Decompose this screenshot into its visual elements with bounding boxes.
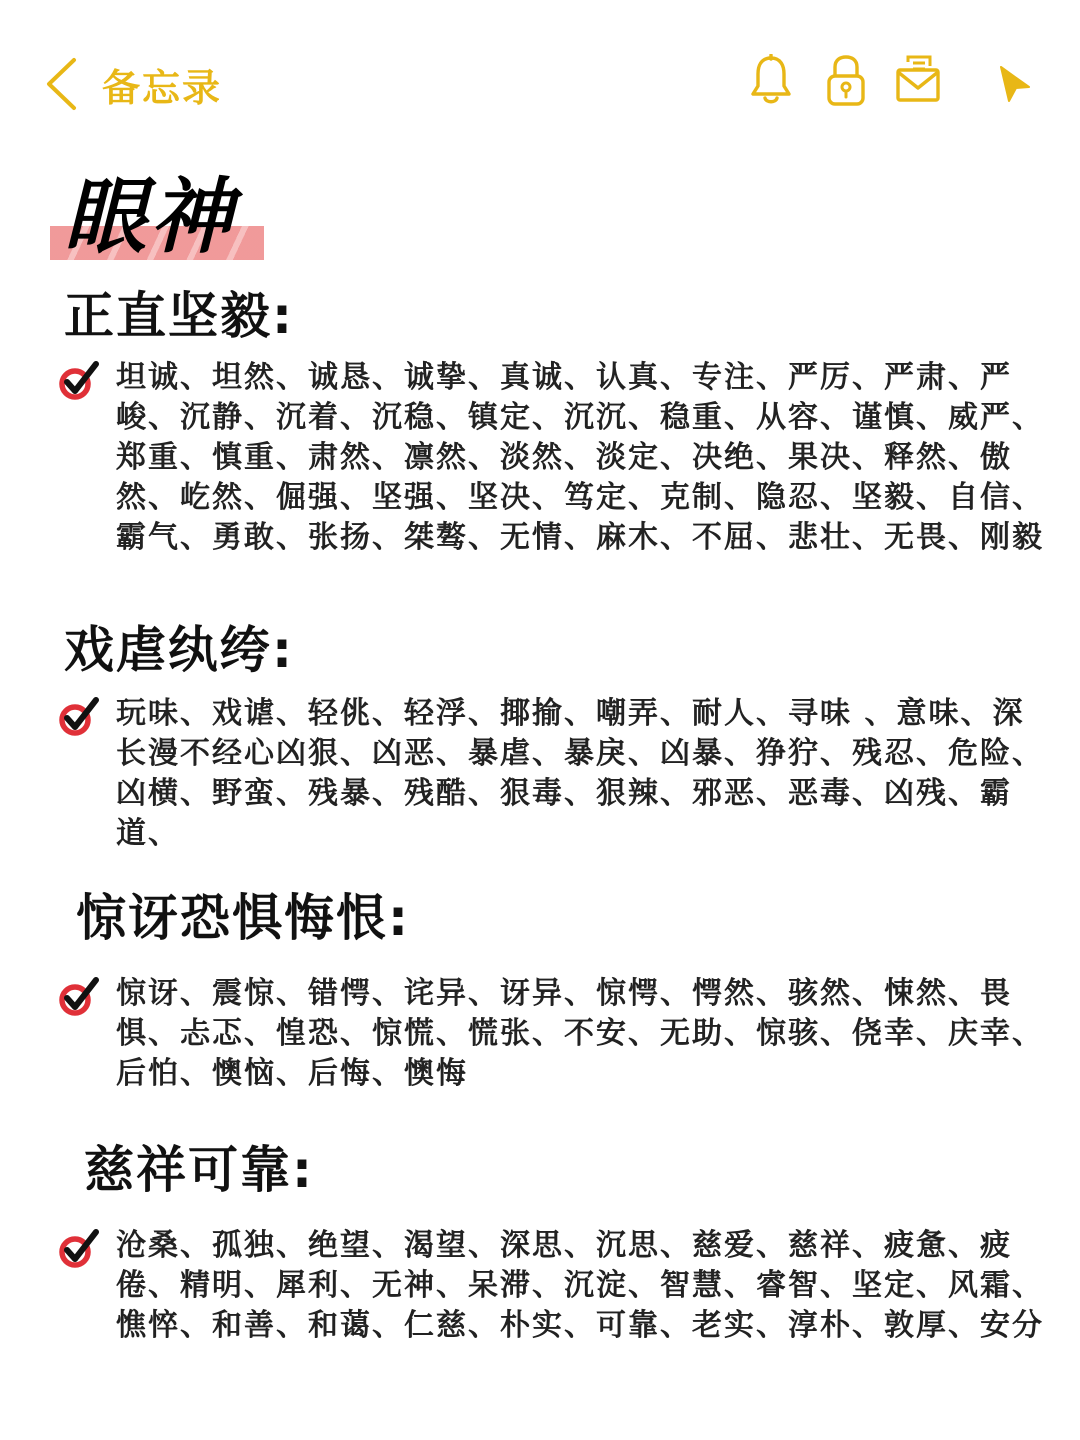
back-label: 备忘录 [102,65,223,110]
back-button[interactable] [44,52,222,116]
word-list: 沧桑、孤独、绝望、渴望、深思、沉思、慈爱、慈祥、疲惫、疲倦、精明、犀利、无神、呆滞、沉淀、智慧、睿智、坚定、风霜、憔悴、和善、和蔼、仁慈、朴实、可靠、老实、淳朴、敦厚、安分 [116,1228,1044,1343]
lock-icon[interactable] [826,54,866,108]
navigation-bar [0,0,1080,160]
section-heading: 戏虐纨绔: [64,621,294,679]
check-icon [58,696,100,738]
chevron-left-icon [44,57,78,111]
word-list: 玩味、戏谑、轻佻、轻浮、揶揄、嘲弄、耐人、寻味 、意味、深长漫不经心凶狠、凶恶、暴虐、暴戾、凶暴、狰狞、残忍、危险、凶横、野蛮、残暴、残酷、狠毒、狠辣、邪恶、恶毒、凶残、霸道、 [116,696,1044,851]
check-icon [58,976,100,1018]
page-title: 眼神 [64,170,236,265]
word-list: 惊讶、震惊、错愕、诧异、讶异、惊愕、愕然、骇然、悚然、畏惧、忐忑、惶恐、惊慌、慌张、不安、无助、惊骇、侥幸、庆幸、后怕、懊恼、后悔、懊悔 [116,976,1044,1091]
cursor-arrow-icon[interactable] [998,64,1032,104]
bell-icon[interactable] [750,54,792,106]
word-list: 坦诚、坦然、诚恳、诚挚、真诚、认真、专注、严厉、严肃、严峻、沉静、沉着、沉稳、镇定、沉沉、稳重、从容、谨慎、威严、郑重、慎重、肃然、凛然、淡然、淡定、决绝、果决、释然、傲然、屹然、倔强、坚强、坚决、笃定、克制、隐忍、坚毅、自信、霸气、勇敢、张扬、桀骜、无情、麻木、不屈、悲壮、无畏、刚毅 [116,360,1044,555]
section-heading: 慈祥可靠: [84,1141,314,1199]
section-heading: 正直坚毅: [64,287,294,345]
check-icon [58,1228,100,1270]
section-heading: 惊讶恐惧悔恨: [76,889,410,947]
note-title-block [50,170,270,270]
check-icon [58,360,100,402]
mail-icon[interactable] [896,54,940,104]
